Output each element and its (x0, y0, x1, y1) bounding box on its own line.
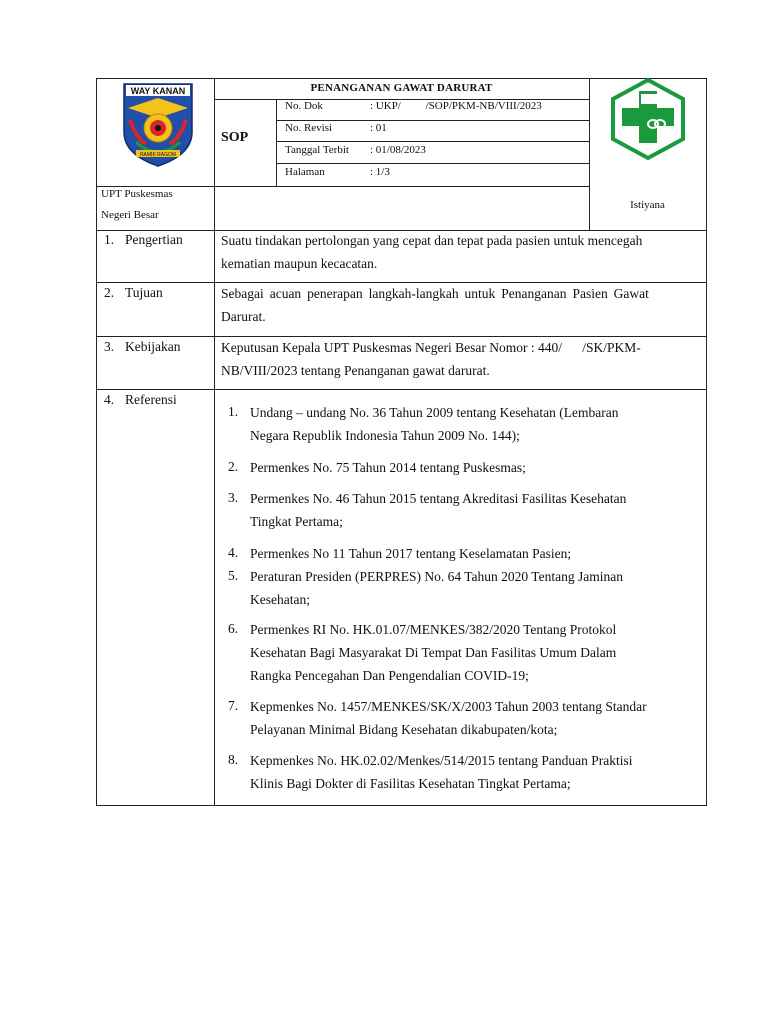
section-label: Referensi (125, 392, 177, 407)
list-item-number: 5. (228, 568, 239, 583)
row-value-halaman: : 1/3 (370, 166, 390, 178)
section-text-line: kematian maupun kecacatan. (221, 256, 378, 271)
list-item-number: 7. (228, 698, 239, 713)
list-item-number: 4. (228, 545, 239, 560)
row-label-halaman: Halaman (285, 166, 325, 178)
list-item: Tingkat Pertama; (250, 514, 343, 529)
list-item: Pelayanan Minimal Bidang Kesehatan dikabupaten/kota; (250, 722, 558, 737)
puskesmas-logo (607, 78, 689, 160)
list-item: Kepmenkes No. HK.02.02/Menkes/514/2015 tentang Panduan Praktisi (250, 753, 633, 768)
section-number: 4. (104, 392, 115, 407)
institution-name-line1: UPT Puskesmas (101, 188, 173, 200)
section-label: Kebijakan (125, 339, 181, 354)
document-title: PENANGANAN GAWAT DARURAT (310, 82, 493, 94)
list-item-number: 6. (228, 621, 239, 636)
list-item-number: 8. (228, 752, 239, 767)
list-item: Kepmenkes No. 1457/MENKES/SK/X/2003 Tahun 2003 tentang Standar (250, 699, 647, 714)
row-label-no-revisi: No. Revisi (285, 122, 333, 134)
way-kanan-logo (118, 80, 198, 168)
section-label: Tujuan (125, 285, 163, 300)
sop-label: SOP (221, 130, 249, 145)
list-item: Kesehatan; (250, 592, 310, 607)
list-item: Peraturan Presiden (PERPRES) No. 64 Tahun 2020 Tentang Jaminan (250, 569, 623, 584)
list-item: Rangka Pencegahan Dan Pengendalian COVID-19; (250, 668, 529, 683)
list-item: Negara Republik Indonesia Tahun 2009 No. 144); (250, 428, 520, 443)
list-item: Permenkes RI No. HK.01.07/MENKES/382/2020 Tentang Protokol (250, 622, 617, 637)
section-text-line: Darurat. (221, 309, 266, 324)
section-text-line: Keputusan Kepala UPT Puskesmas Negeri Besar Nomor : 440/ /SK/PKM- (221, 340, 641, 355)
list-item: Permenkes No. 46 Tahun 2015 tentang Akreditasi Fasilitas Kesehatan (250, 491, 627, 506)
signer-name: Istiyana (630, 199, 665, 211)
row-value-no-dok: : UKP/ /SOP/PKM-NB/VIII/2023 (370, 100, 542, 112)
svg-text:WAY KANAN: WAY KANAN (130, 86, 186, 96)
section-number: 3. (104, 339, 115, 354)
list-item: Permenkes No 11 Tahun 2017 tentang Keselamatan Pasien; (250, 546, 572, 561)
list-item: Permenkes No. 75 Tahun 2014 tentang Puskesmas; (250, 460, 526, 475)
section-text-line: Suatu tindakan pertolongan yang cepat dan tepat pada pasien untuk mencegah (221, 233, 643, 248)
section-label: Pengertian (125, 232, 183, 247)
list-item: Kesehatan Bagi Masyarakat Di Tempat Dan Fasilitas Umum Dalam (250, 645, 617, 660)
row-value-no-revisi: : 01 (370, 122, 387, 134)
row-value-tanggal-terbit: : 01/08/2023 (370, 144, 426, 156)
institution-name-line2: Negeri Besar (101, 209, 159, 221)
list-item-number: 2. (228, 459, 239, 474)
row-label-no-dok: No. Dok (285, 100, 323, 112)
list-item-number: 1. (228, 404, 239, 419)
section-text-line: NB/VIII/2023 tentang Penanganan gawat darurat. (221, 363, 490, 378)
section-text-line: Sebagai acuan penerapan langkah-langkah untuk Penanganan Pasien Gawat (221, 286, 649, 301)
svg-text:RAMIK RAGOM: RAMIK RAGOM (139, 152, 177, 158)
list-item: Klinis Bagi Dokter di Fasilitas Kesehatan Tingkat Pertama; (250, 776, 571, 791)
list-item-number: 3. (228, 490, 239, 505)
section-number: 2. (104, 285, 115, 300)
list-item: Undang – undang No. 36 Tahun 2009 tentang Kesehatan (Lembaran (250, 405, 619, 420)
section-number: 1. (104, 232, 115, 247)
row-label-tanggal-terbit: Tanggal Terbit (285, 144, 349, 156)
